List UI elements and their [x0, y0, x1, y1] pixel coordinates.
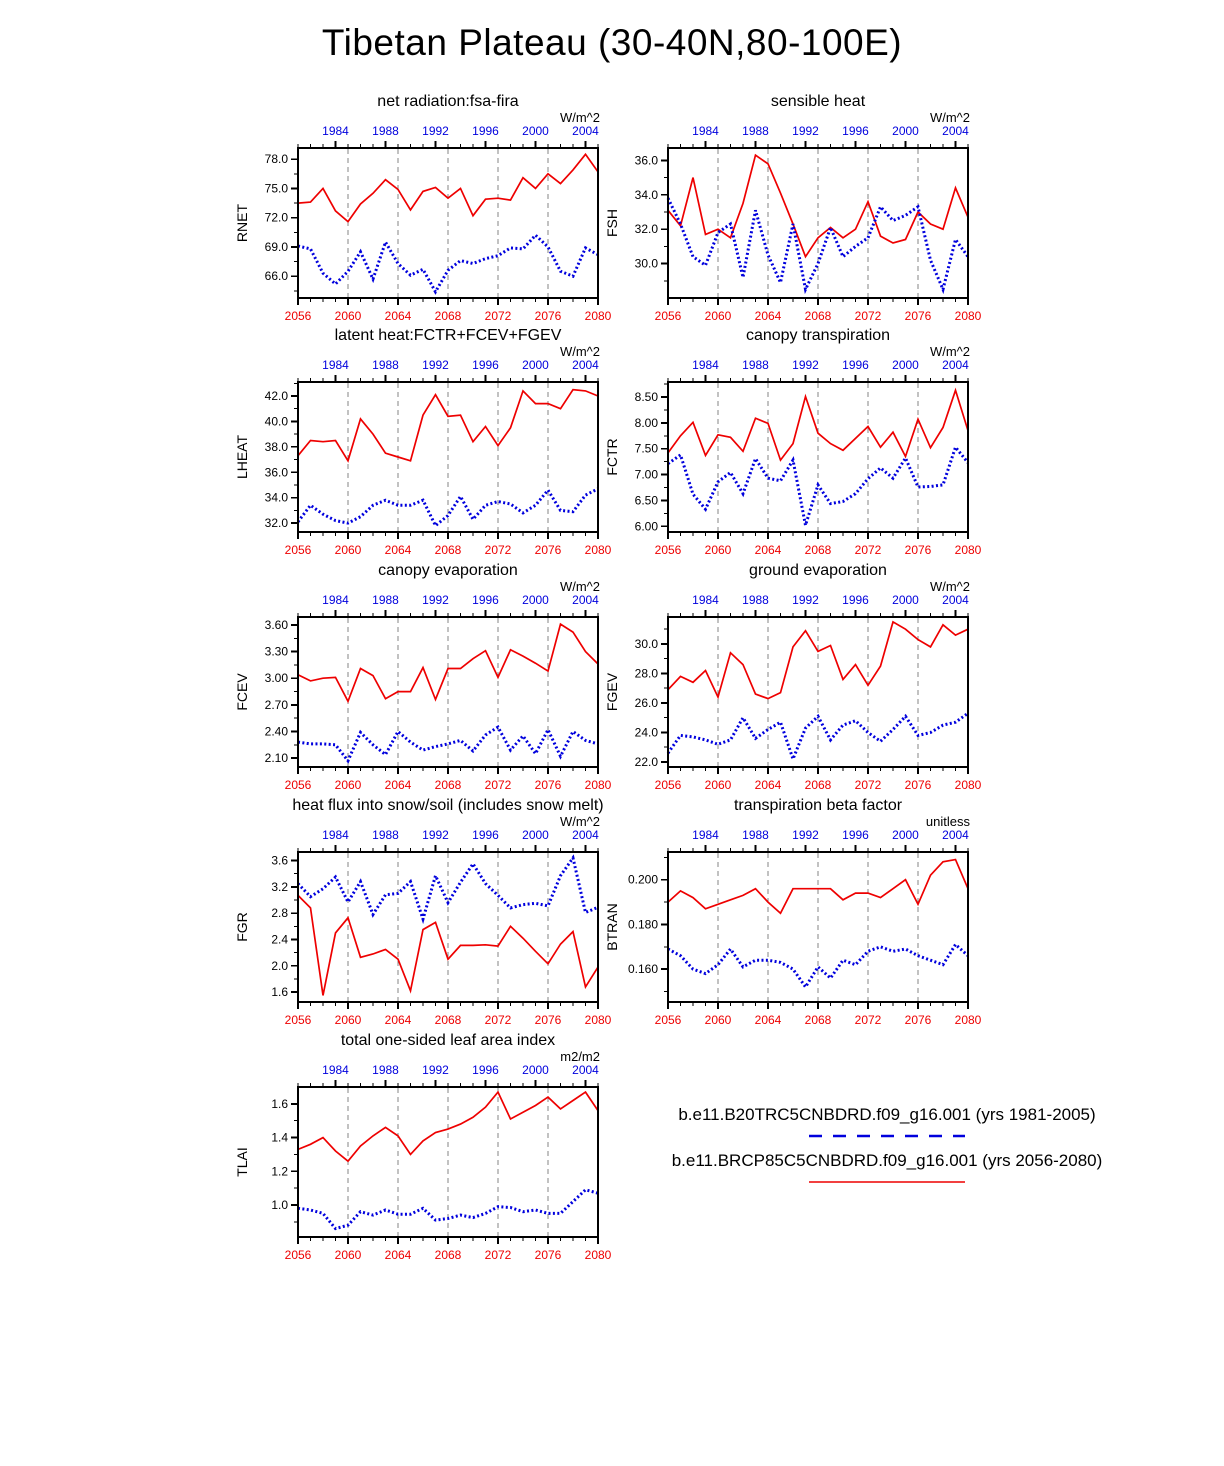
svg-text:2056: 2056	[284, 1013, 312, 1027]
svg-text:2064: 2064	[754, 778, 782, 792]
y-axis-label-fgr: FGR	[234, 912, 250, 942]
svg-text:1992: 1992	[422, 593, 449, 607]
svg-text:2064: 2064	[384, 309, 412, 323]
svg-text:2068: 2068	[804, 778, 832, 792]
svg-text:2.0: 2.0	[271, 958, 288, 973]
legend-label-historical: b.e11.B20TRC5CNBDRD.f09_g16.001 (yrs 1981-2005)	[678, 1105, 1096, 1124]
chart-title: canopy evaporation	[378, 562, 518, 579]
svg-text:2000: 2000	[892, 828, 919, 842]
svg-text:42.0: 42.0	[264, 388, 288, 403]
svg-text:1988: 1988	[372, 828, 399, 842]
svg-text:8.00: 8.00	[634, 415, 658, 430]
svg-text:2060: 2060	[334, 1013, 362, 1027]
svg-text:1984: 1984	[692, 593, 719, 607]
unit-label: W/m^2	[929, 110, 970, 125]
svg-text:1996: 1996	[472, 593, 499, 607]
unit-label: unitless	[925, 814, 970, 829]
svg-text:24.0: 24.0	[634, 725, 658, 740]
svg-text:1996: 1996	[842, 124, 869, 138]
svg-text:1988: 1988	[742, 593, 769, 607]
svg-text:2064: 2064	[754, 309, 782, 323]
svg-text:1988: 1988	[372, 593, 399, 607]
svg-text:1992: 1992	[422, 124, 449, 138]
svg-text:2076: 2076	[534, 1248, 562, 1262]
chart-btran	[604, 797, 982, 1027]
legend-entry-historical	[607, 1105, 1167, 1139]
svg-text:2060: 2060	[704, 1013, 732, 1027]
y-axis-label-lheat: LHEAT	[234, 434, 250, 480]
series-rcp85	[298, 624, 598, 701]
svg-text:32.0: 32.0	[264, 516, 288, 531]
svg-text:2000: 2000	[522, 593, 549, 607]
unit-label: W/m^2	[559, 110, 600, 125]
svg-text:1988: 1988	[372, 358, 399, 372]
svg-text:75.0: 75.0	[264, 181, 288, 196]
svg-text:3.30: 3.30	[264, 644, 288, 659]
svg-text:2072: 2072	[854, 309, 882, 323]
svg-text:2004: 2004	[572, 124, 599, 138]
svg-text:2056: 2056	[654, 1013, 682, 1027]
chart-tlai	[234, 1032, 612, 1262]
svg-text:34.0: 34.0	[634, 187, 658, 202]
chart-lheat	[234, 327, 612, 557]
svg-text:1992: 1992	[422, 1063, 449, 1077]
svg-text:1992: 1992	[792, 593, 819, 607]
svg-text:2000: 2000	[522, 1063, 549, 1077]
svg-text:1.2: 1.2	[271, 1164, 288, 1179]
svg-text:2060: 2060	[334, 778, 362, 792]
svg-text:1.6: 1.6	[271, 985, 288, 1000]
unit-label: W/m^2	[929, 344, 970, 359]
svg-text:0.180: 0.180	[627, 917, 658, 932]
chart-title: canopy transpiration	[745, 327, 891, 344]
y-axis-label-fsh: FSH	[604, 209, 620, 237]
svg-text:40.0: 40.0	[264, 414, 288, 429]
svg-text:2064: 2064	[384, 1248, 412, 1262]
svg-text:2.10: 2.10	[264, 751, 288, 766]
unit-label: W/m^2	[559, 344, 600, 359]
svg-text:2068: 2068	[434, 1248, 462, 1262]
svg-text:3.60: 3.60	[264, 617, 288, 632]
svg-text:2080: 2080	[584, 778, 612, 792]
chart-fgr	[234, 797, 612, 1027]
svg-text:1996: 1996	[472, 1063, 499, 1077]
chart-rnet	[234, 93, 612, 323]
svg-text:2004: 2004	[942, 358, 969, 372]
svg-text:2080: 2080	[954, 543, 982, 557]
svg-text:1996: 1996	[842, 593, 869, 607]
svg-text:2000: 2000	[522, 124, 549, 138]
legend-line-rcp85	[807, 1179, 967, 1185]
svg-text:2000: 2000	[892, 593, 919, 607]
svg-text:2068: 2068	[434, 543, 462, 557]
svg-text:28.0: 28.0	[634, 666, 658, 681]
chart-title: total one-sided leaf area index	[340, 1032, 556, 1049]
svg-text:2064: 2064	[384, 778, 412, 792]
svg-text:36.0: 36.0	[634, 153, 658, 168]
svg-text:0.200: 0.200	[627, 872, 658, 887]
chart-title: latent heat:FCTR+FCEV+FGEV	[334, 327, 562, 344]
svg-text:2060: 2060	[334, 1248, 362, 1262]
svg-text:2080: 2080	[954, 309, 982, 323]
svg-text:36.0: 36.0	[264, 465, 288, 480]
svg-text:2068: 2068	[804, 309, 832, 323]
svg-text:1992: 1992	[422, 358, 449, 372]
svg-text:2056: 2056	[284, 309, 312, 323]
svg-text:2004: 2004	[572, 1063, 599, 1077]
svg-text:1996: 1996	[472, 124, 499, 138]
legend-line-historical	[807, 1133, 967, 1139]
svg-text:2056: 2056	[284, 778, 312, 792]
svg-text:2072: 2072	[854, 1013, 882, 1027]
svg-text:1988: 1988	[742, 358, 769, 372]
chart-title: transpiration beta factor	[733, 797, 903, 814]
legend-label-rcp85: b.e11.BRCP85C5CNBDRD.f09_g16.001 (yrs 2056-2080)	[671, 1151, 1103, 1170]
svg-text:2068: 2068	[804, 1013, 832, 1027]
unit-label: W/m^2	[559, 814, 600, 829]
svg-text:2056: 2056	[654, 543, 682, 557]
y-axis-label-btran: BTRAN	[604, 903, 620, 951]
svg-text:2004: 2004	[942, 828, 969, 842]
svg-text:2076: 2076	[534, 778, 562, 792]
svg-text:2.70: 2.70	[264, 697, 288, 712]
svg-text:6.00: 6.00	[634, 519, 658, 534]
svg-text:3.2: 3.2	[271, 879, 288, 894]
svg-text:1.0: 1.0	[271, 1197, 288, 1212]
svg-text:2004: 2004	[572, 828, 599, 842]
svg-text:2004: 2004	[942, 124, 969, 138]
svg-text:2064: 2064	[754, 543, 782, 557]
chart-fctr	[604, 327, 982, 557]
svg-text:3.6: 3.6	[271, 853, 288, 868]
series-rcp85	[668, 860, 968, 914]
svg-text:2056: 2056	[654, 309, 682, 323]
svg-text:1.6: 1.6	[271, 1096, 288, 1111]
legend-entry-rcp85	[607, 1151, 1167, 1185]
svg-text:2060: 2060	[704, 778, 732, 792]
svg-text:2076: 2076	[904, 1013, 932, 1027]
svg-text:2060: 2060	[334, 543, 362, 557]
svg-text:2076: 2076	[534, 309, 562, 323]
svg-text:2080: 2080	[954, 1013, 982, 1027]
svg-text:1984: 1984	[322, 358, 349, 372]
svg-text:2.8: 2.8	[271, 906, 288, 921]
svg-text:2056: 2056	[654, 778, 682, 792]
svg-text:78.0: 78.0	[264, 152, 288, 167]
svg-text:2000: 2000	[522, 828, 549, 842]
svg-text:2076: 2076	[534, 1013, 562, 1027]
svg-text:1984: 1984	[692, 358, 719, 372]
svg-text:2080: 2080	[954, 778, 982, 792]
svg-text:2076: 2076	[904, 543, 932, 557]
svg-text:22.0: 22.0	[634, 754, 658, 769]
svg-text:1988: 1988	[372, 124, 399, 138]
page-title: Tibetan Plateau (30-40N,80-100E)	[321, 22, 903, 63]
svg-text:2004: 2004	[572, 358, 599, 372]
y-axis-label-tlai: TLAI	[234, 1147, 250, 1177]
svg-text:2076: 2076	[904, 778, 932, 792]
svg-text:2064: 2064	[384, 1013, 412, 1027]
legend	[607, 1105, 1167, 1197]
chart-title: net radiation:fsa-fira	[377, 93, 519, 110]
svg-text:2.4: 2.4	[271, 932, 288, 947]
svg-text:8.50: 8.50	[634, 390, 658, 404]
svg-text:30.0: 30.0	[634, 636, 658, 651]
svg-text:2060: 2060	[704, 543, 732, 557]
svg-text:2080: 2080	[584, 1248, 612, 1262]
svg-text:2000: 2000	[522, 358, 549, 372]
svg-text:2000: 2000	[892, 124, 919, 138]
svg-text:2072: 2072	[484, 1248, 512, 1262]
svg-text:2072: 2072	[854, 543, 882, 557]
chart-title: heat flux into snow/soil (includes snow melt)	[292, 797, 604, 814]
svg-text:2072: 2072	[484, 778, 512, 792]
svg-text:1.4: 1.4	[271, 1130, 288, 1145]
svg-text:2072: 2072	[484, 543, 512, 557]
svg-text:1984: 1984	[322, 828, 349, 842]
svg-text:1984: 1984	[322, 1063, 349, 1077]
svg-text:1992: 1992	[792, 124, 819, 138]
svg-text:66.0: 66.0	[264, 269, 288, 284]
unit-label: W/m^2	[559, 579, 600, 594]
svg-text:1996: 1996	[472, 358, 499, 372]
svg-text:2060: 2060	[334, 309, 362, 323]
svg-text:2064: 2064	[384, 543, 412, 557]
svg-text:1984: 1984	[322, 593, 349, 607]
chart-title: ground evaporation	[749, 562, 887, 579]
unit-label: m2/m2	[560, 1049, 600, 1064]
svg-text:0.160: 0.160	[627, 962, 658, 977]
svg-text:2000: 2000	[892, 358, 919, 372]
svg-text:2060: 2060	[704, 309, 732, 323]
svg-text:7.00: 7.00	[634, 467, 658, 482]
svg-text:1988: 1988	[742, 828, 769, 842]
svg-text:32.0: 32.0	[634, 222, 658, 237]
svg-text:69.0: 69.0	[264, 239, 288, 254]
svg-text:2072: 2072	[854, 778, 882, 792]
svg-text:1996: 1996	[842, 828, 869, 842]
svg-text:1984: 1984	[322, 124, 349, 138]
svg-text:1984: 1984	[692, 124, 719, 138]
chart-title: sensible heat	[770, 93, 866, 110]
svg-text:2064: 2064	[754, 1013, 782, 1027]
svg-text:1988: 1988	[742, 124, 769, 138]
svg-text:2068: 2068	[434, 309, 462, 323]
svg-text:2056: 2056	[284, 1248, 312, 1262]
svg-text:1992: 1992	[422, 828, 449, 842]
svg-text:2.40: 2.40	[264, 724, 288, 739]
svg-text:26.0: 26.0	[634, 695, 658, 710]
svg-text:2076: 2076	[904, 309, 932, 323]
svg-text:2080: 2080	[584, 1013, 612, 1027]
svg-text:3.00: 3.00	[264, 671, 288, 686]
y-axis-label-fcev: FCEV	[234, 673, 250, 711]
chart-fsh	[604, 93, 982, 323]
svg-text:2004: 2004	[942, 593, 969, 607]
svg-text:1996: 1996	[472, 828, 499, 842]
unit-label: W/m^2	[929, 579, 970, 594]
chart-fcev	[234, 562, 612, 792]
svg-text:1996: 1996	[842, 358, 869, 372]
svg-text:6.50: 6.50	[634, 493, 658, 508]
svg-text:2076: 2076	[534, 543, 562, 557]
svg-text:1992: 1992	[792, 828, 819, 842]
y-axis-label-fgev: FGEV	[604, 672, 620, 712]
y-axis-label-rnet: RNET	[234, 203, 250, 243]
svg-text:2056: 2056	[284, 543, 312, 557]
svg-text:30.0: 30.0	[634, 256, 658, 271]
svg-text:2068: 2068	[804, 543, 832, 557]
svg-text:2004: 2004	[572, 593, 599, 607]
svg-text:38.0: 38.0	[264, 439, 288, 454]
svg-text:1992: 1992	[792, 358, 819, 372]
svg-text:1984: 1984	[692, 828, 719, 842]
svg-text:2068: 2068	[434, 778, 462, 792]
svg-text:34.0: 34.0	[264, 490, 288, 505]
chart-fgev	[604, 562, 982, 792]
svg-text:2072: 2072	[484, 309, 512, 323]
svg-text:2080: 2080	[584, 309, 612, 323]
series-rcp85	[668, 622, 968, 699]
svg-text:2068: 2068	[434, 1013, 462, 1027]
svg-text:72.0: 72.0	[264, 210, 288, 225]
svg-text:7.50: 7.50	[634, 441, 658, 456]
svg-text:2080: 2080	[584, 543, 612, 557]
svg-text:2072: 2072	[484, 1013, 512, 1027]
y-axis-label-fctr: FCTR	[604, 438, 620, 476]
svg-text:1988: 1988	[372, 1063, 399, 1077]
